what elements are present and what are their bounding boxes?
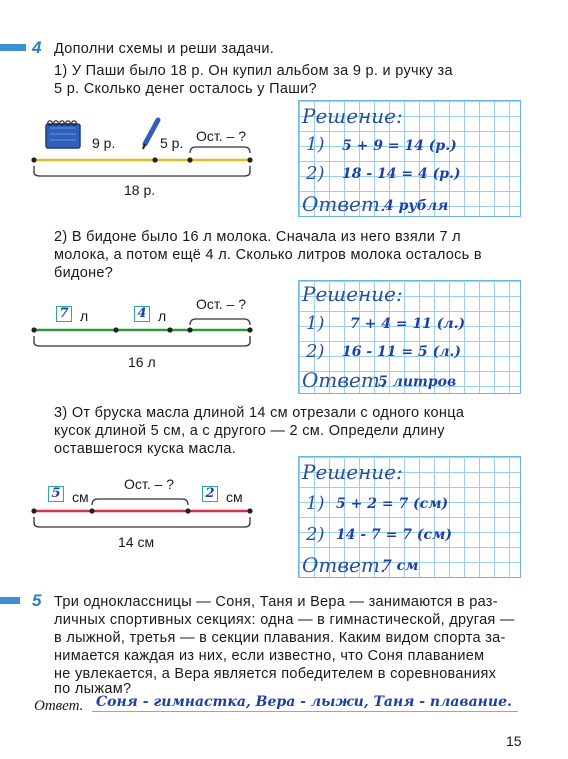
p3-step2-num: 2)	[306, 524, 325, 545]
p1-step1: 5 + 9 = 14 (р.)	[342, 138, 457, 154]
p3-solution-title: Решение:	[302, 460, 403, 484]
p3-box2: 2	[202, 486, 218, 502]
task5-number: 5	[32, 591, 42, 610]
p2-box1: 7	[56, 306, 72, 322]
p3-text-line1: 3) От бруска масла длиной 14 см отрезали с одного конца	[54, 405, 465, 421]
p3-rest-label: Ост. – ?	[124, 476, 174, 492]
p3-step1-num: 1)	[306, 493, 325, 514]
task5-text-line4: нимается каждая из них, если известно, что Соня плаванием	[54, 648, 485, 664]
p1-answer-word: Ответ.	[302, 192, 387, 216]
task4-number: 4	[32, 38, 42, 57]
p2-total-label: 16 л	[128, 354, 156, 370]
p3-box1: 5	[48, 486, 64, 502]
p3-step2: 14 - 7 = 7 (см)	[336, 527, 452, 543]
p2-step1-num: 1)	[306, 313, 325, 334]
p2-text-line2: молока, а потом ещё 4 л. Сколько литров молока осталось в	[54, 247, 482, 263]
p3-total-label: 14 см	[118, 534, 155, 550]
p3-answer-word: Ответ.	[302, 553, 387, 577]
p1-step2: 18 - 14 = 4 (р.)	[342, 166, 461, 182]
page-number: 15	[506, 733, 522, 749]
task5-answer-line	[92, 711, 518, 712]
p1-seg2-label: 5 р.	[160, 135, 184, 151]
p1-step2-num: 2)	[306, 163, 325, 184]
task5-answer: Соня - гимнастка, Вера - лыжи, Таня - плавание.	[96, 694, 512, 710]
p2-step1: 7 + 4 = 11 (л.)	[350, 316, 466, 332]
p2-step2: 16 - 11 = 5 (л.)	[342, 344, 461, 360]
p1-text-line2: 5 р. Сколько денег осталось у Паши?	[54, 81, 317, 97]
p3-step1: 5 + 2 = 7 (см)	[336, 496, 449, 512]
p2-unit1: л	[80, 308, 89, 324]
task5-marker-bar	[0, 597, 20, 604]
p3-unit1: см	[72, 489, 89, 505]
p3-answer: 7 см	[382, 558, 419, 574]
task5-text-line3: в лыжной, третья — в секции плавания. Каким видом спорта за-	[54, 630, 506, 646]
p1-solution-title: Решение:	[302, 104, 403, 128]
p2-rest-label: Ост. – ?	[196, 296, 246, 312]
p1-rest-label: Ост. – ?	[196, 128, 246, 144]
p2-answer-word: Ответ.	[302, 368, 387, 392]
p1-total-label: 18 р.	[124, 182, 156, 198]
p2-step2-num: 2)	[306, 341, 325, 362]
task5-text-line2: личных спортивных секциях: одна — в гимнастической, другая —	[54, 612, 515, 628]
p2-box2: 4	[134, 306, 150, 322]
task4-intro: Дополни схемы и реши задачи.	[54, 41, 275, 57]
p2-answer: 5 литров	[378, 374, 457, 390]
p1-answer: 4 рубля	[384, 198, 449, 214]
p2-unit2: л	[158, 308, 167, 324]
p3-text-line3: оставшегося куска масла.	[54, 441, 237, 457]
p3-text-line2: кусок длиной 5 см, а с другого — 2 см. Определи длину	[54, 423, 445, 439]
task5-text-line6: по лыжам?	[54, 681, 132, 697]
p1-step1-num: 1)	[306, 134, 325, 155]
p1-seg1-label: 9 р.	[92, 135, 116, 151]
p2-text-line3: бидоне?	[54, 265, 114, 281]
task5-answer-word: Ответ.	[34, 698, 84, 714]
p2-solution-title: Решение:	[302, 282, 403, 306]
task5-text-line5: не увлекается, а Вера является победителем в соревнованиях	[54, 666, 497, 682]
p3-unit2: см	[226, 489, 243, 505]
p1-text-line1: 1) У Паши было 18 р. Он купил альбом за 9 р. и ручку за	[54, 63, 453, 79]
p2-text-line1: 2) В бидоне было 16 л молока. Сначала из него взяли 7 л	[54, 229, 461, 245]
task5-text-line1: Три одноклассницы — Соня, Таня и Вера — занимаются в раз-	[54, 594, 498, 610]
